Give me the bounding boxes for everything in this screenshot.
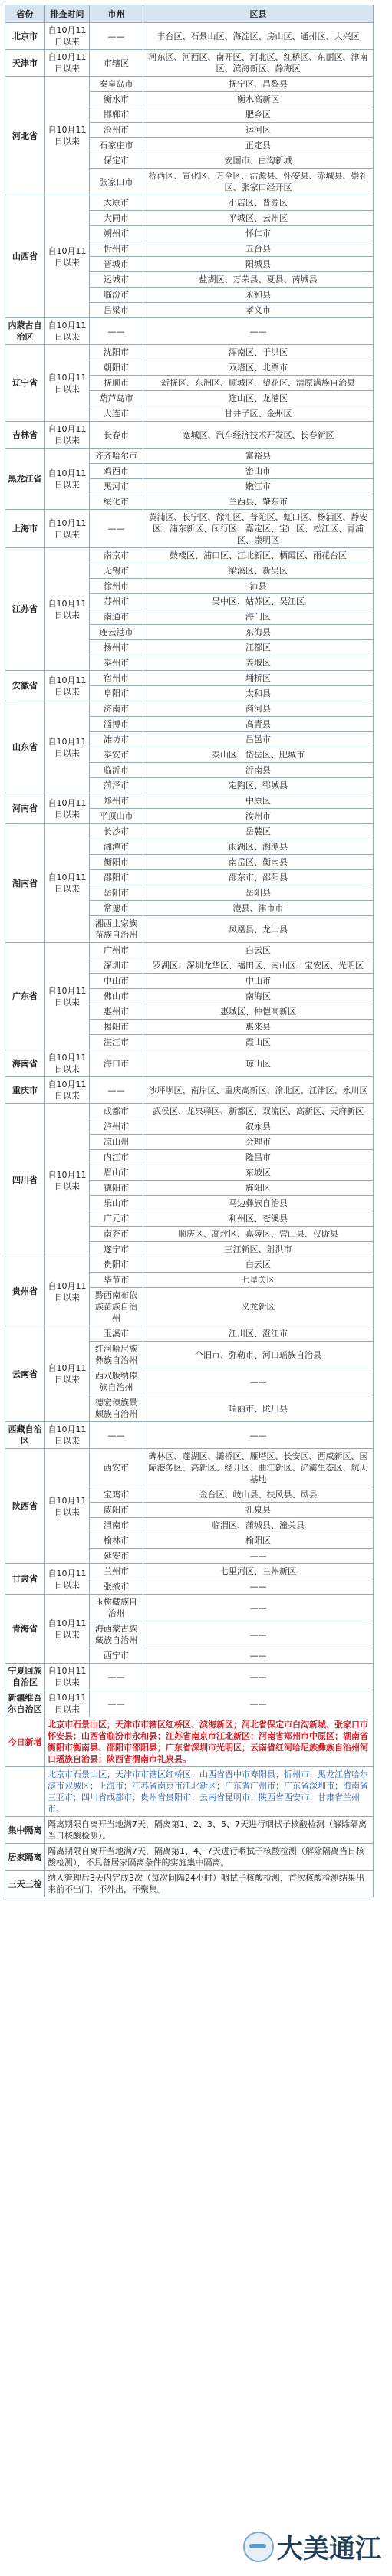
district-cell: 昌邑市 [143, 732, 374, 748]
table-row [5, 1257, 374, 1273]
province-cell: 宁夏回族自治区 [5, 1664, 45, 1691]
district-cell: 正定县 [143, 138, 374, 153]
city-cell: 菏泽市 [90, 778, 143, 794]
city-cell: 徐州市 [90, 579, 143, 594]
district-cell: 义龙新区 [143, 1288, 374, 1326]
city-cell: 市辖区 [90, 50, 143, 77]
district-cell: 平城区、云州区 [143, 211, 374, 226]
district-cell: —— [143, 1579, 374, 1595]
city-cell: 惠州市 [90, 1004, 143, 1020]
watermark-text: 大美通江 [277, 2534, 381, 2564]
province-cell: 贵州省 [5, 1257, 45, 1326]
city-cell: 西双版纳傣族自治州 [90, 1368, 143, 1395]
district-cell: 五台县 [143, 242, 374, 257]
city-cell: 苏州市 [90, 594, 143, 610]
district-cell: 河东区、河西区、南开区、河北区、红桥区、东丽区、津南区、滨海新区、静海区 [143, 50, 374, 77]
city-cell: 海西蒙古族藏族自治州 [90, 1622, 143, 1648]
city-cell: 临沂市 [90, 763, 143, 778]
table-row [5, 510, 374, 548]
city-cell: 常德市 [90, 901, 143, 916]
district-cell: 运河区 [143, 123, 374, 138]
district-cell: 浑南区、于洪区 [143, 345, 374, 360]
district-cell: —— [143, 1648, 374, 1664]
city-cell: 衡水市 [90, 92, 143, 107]
table-row [5, 1422, 374, 1449]
note-row [5, 1871, 374, 1898]
city-cell: 无锡市 [90, 564, 143, 579]
city-cell: 抚顺市 [90, 376, 143, 391]
time-cell: 自10月11日以来 [45, 1326, 90, 1422]
district-cell: 邵东市、邵阳县 [143, 870, 374, 886]
city-cell: 连云港市 [90, 625, 143, 640]
city-cell: 张掖市 [90, 1579, 143, 1595]
time-cell: 自10月11日以来 [45, 1595, 90, 1664]
city-cell: 沧州市 [90, 123, 143, 138]
note-text: 北京市石景山区；天津市市辖区红桥区、滨海新区；河北省保定市白沟新城、张家口市怀安县；山西省临汾市永和县；江苏省南京市江北新区；河南省郑州市中原区；湖南省衡阳市衡南县、邵阳市邵阳县；广东省深圳市光明区；云南省红河哈尼族彝族自治州河口瑶族自治县；陕西省渭南市礼泉县。 [45, 1717, 374, 1767]
city-cell: 泰安市 [90, 748, 143, 763]
district-cell: —— [143, 1691, 374, 1717]
city-cell: 海口市 [90, 1050, 143, 1077]
district-cell: 海门区 [143, 610, 374, 625]
note-text: 隔离期限自离开当地满7天，隔离第1、4、7天进行咽拭子核酸检测（解除隔离当日核酸检测），不具备居家隔离条件的实施集中隔离。 [45, 1844, 374, 1871]
province-cell: 内蒙古自治区 [5, 318, 45, 345]
district-cell: 江都区 [143, 640, 374, 656]
city-cell: 邯郸市 [90, 107, 143, 123]
city-cell: 咸阳市 [90, 1503, 143, 1518]
city-cell: 中山市 [90, 974, 143, 989]
district-cell: 顺庆区、高坪区、嘉陵区、营山县、仪陇县 [143, 1227, 374, 1242]
province-cell: 江苏省 [5, 548, 45, 671]
time-cell: 自10月11日以来 [45, 1077, 90, 1104]
city-cell: 朝阳市 [90, 360, 143, 376]
province-cell: 北京市 [5, 23, 45, 50]
district-cell: 白云区 [143, 1257, 374, 1273]
city-cell: 宝鸡市 [90, 1487, 143, 1503]
district-cell: 怀仁市 [143, 226, 374, 242]
city-cell: 玉溪市 [90, 1326, 143, 1342]
district-cell: 雨湖区、湘潭县 [143, 840, 374, 855]
city-cell: 济南市 [90, 702, 143, 717]
city-cell: 南京市 [90, 548, 143, 564]
city-cell: 潍坊市 [90, 732, 143, 748]
time-cell: 自10月11日以来 [45, 1257, 90, 1326]
table-row [5, 1664, 374, 1691]
time-cell: 自10月11日以来 [45, 824, 90, 943]
city-cell: 凉山州 [90, 1135, 143, 1150]
risk-area-table [5, 5, 374, 1898]
time-cell: 自10月11日以来 [45, 702, 90, 794]
city-cell: 保定市 [90, 153, 143, 169]
province-cell: 天津市 [5, 50, 45, 77]
time-cell: 自10月11日以来 [45, 318, 90, 345]
city-cell: 黔西南布依族苗族自治州 [90, 1288, 143, 1326]
time-cell: 自10月11日以来 [45, 1050, 90, 1077]
city-cell: —— [90, 1422, 143, 1449]
table-row [5, 1449, 374, 1487]
city-cell: 乐山市 [90, 1196, 143, 1211]
table-row [5, 318, 374, 345]
district-cell: —— [143, 1368, 374, 1395]
district-cell: 黄浦区、长宁区、徐汇区、普陀区、虹口区、杨浦区、静安区、浦东新区、闵行区、嘉定区、宝山区、松江区、青浦区、崇明区 [143, 510, 374, 548]
district-cell: 沙坪坝区、南岸区、重庆高新区、渝北区、江津区、永川区 [143, 1077, 374, 1104]
district-cell: 阳城县 [143, 257, 374, 272]
city-cell: 湘西土家族苗族自治州 [90, 916, 143, 943]
city-cell: 石家庄市 [90, 138, 143, 153]
city-cell: 沈阳市 [90, 345, 143, 360]
time-cell: 自10月11日以来 [45, 548, 90, 671]
table-row [5, 449, 374, 464]
table-row [5, 794, 374, 809]
district-cell: 个旧市、弥勒市、河口瑶族自治县 [143, 1342, 374, 1368]
time-cell: 自10月11日以来 [45, 1422, 90, 1449]
district-cell: 商河县 [143, 702, 374, 717]
time-cell: 自10月11日以来 [45, 671, 90, 702]
province-cell: 甘肃省 [5, 1564, 45, 1595]
city-cell: 延安市 [90, 1549, 143, 1564]
time-cell: 自10月11日以来 [45, 196, 90, 318]
city-cell: 毕节市 [90, 1273, 143, 1288]
district-cell: 新抚区、东洲区、顺城区、望花区、清原满族自治县 [143, 376, 374, 391]
district-cell: 马边彝族自治县 [143, 1196, 374, 1211]
province-cell: 广东省 [5, 943, 45, 1050]
district-cell: 旌阳区 [143, 1181, 374, 1196]
district-cell: 中原区 [143, 794, 374, 809]
district-cell: 兰西县、肇东市 [143, 495, 374, 510]
district-cell: 南岳区、衡南县 [143, 855, 374, 870]
district-cell: —— [143, 1549, 374, 1564]
district-cell: 甘井子区、金州区 [143, 406, 374, 422]
table-row [5, 943, 374, 958]
district-cell: 礼泉县 [143, 1503, 374, 1518]
city-cell: 长春市 [90, 422, 143, 449]
district-cell: 高青县 [143, 717, 374, 732]
time-cell: 自10月11日以来 [45, 77, 90, 196]
province-cell: 河南省 [5, 794, 45, 824]
district-cell: —— [143, 318, 374, 345]
city-cell: 遂宁市 [90, 1242, 143, 1257]
header-city: 市州 [90, 5, 143, 23]
time-cell: 自10月11日以来 [45, 1664, 90, 1691]
district-cell: 会理市 [143, 1135, 374, 1150]
city-cell: —— [90, 1664, 143, 1691]
note-row [5, 1844, 374, 1871]
district-cell: —— [143, 1422, 374, 1449]
city-cell: 西宁市 [90, 1648, 143, 1664]
province-cell: 黑龙江省 [5, 449, 45, 510]
district-cell: 埇桥区 [143, 671, 374, 686]
district-cell: —— [143, 1664, 374, 1691]
city-cell: —— [90, 318, 143, 345]
province-cell: 新疆维吾尔自治区 [5, 1691, 45, 1717]
city-cell: 佛山市 [90, 989, 143, 1004]
city-cell: 长沙市 [90, 824, 143, 840]
district-cell: 临渭区、蒲城县、潼关县 [143, 1518, 374, 1533]
city-cell: 兰州市 [90, 1564, 143, 1579]
district-cell: 七里河区、兰州新区 [143, 1564, 374, 1579]
province-cell: 湖南省 [5, 824, 45, 943]
district-cell: 叙永县 [143, 1119, 374, 1135]
district-cell: 七星关区 [143, 1273, 374, 1288]
city-cell: 葫芦岛市 [90, 391, 143, 406]
city-cell: 德阳市 [90, 1181, 143, 1196]
city-cell: 邵阳市 [90, 870, 143, 886]
district-cell: 抚宁区、昌黎县 [143, 77, 374, 92]
city-cell: 衡阳市 [90, 855, 143, 870]
table-row [5, 1691, 374, 1717]
header-time: 排查时间 [45, 5, 90, 23]
city-cell: 泸州市 [90, 1119, 143, 1135]
district-cell: 东坡区 [143, 1165, 374, 1181]
city-cell: 淄博市 [90, 717, 143, 732]
time-cell: 自10月11日以来 [45, 1104, 90, 1257]
time-cell: 自10月11日以来 [45, 510, 90, 548]
district-cell: 罗湖区、深圳龙华区、福田区、南山区、宝安区、光明区 [143, 958, 374, 974]
note-label: 居家隔离 [5, 1844, 45, 1871]
district-cell: 泰山区、岱岳区、肥城市 [143, 748, 374, 763]
table-row [5, 824, 374, 840]
district-cell: 吴中区、姑苏区、吴江区 [143, 594, 374, 610]
time-cell: 自10月11日以来 [45, 422, 90, 449]
time-cell: 自10月11日以来 [45, 943, 90, 1050]
city-cell: 南充市 [90, 1227, 143, 1242]
district-cell: 霞山区 [143, 1035, 374, 1050]
note-row [5, 1767, 374, 1817]
district-cell: 东海县 [143, 625, 374, 640]
district-cell: 宽城区、汽车经济技术开发区、长春新区 [143, 422, 374, 449]
note-row [5, 1717, 374, 1767]
table-row [5, 422, 374, 449]
district-cell: 惠城区、仲恺高新区 [143, 1004, 374, 1020]
city-cell: 湛江市 [90, 1035, 143, 1050]
district-cell: 金台区、岐山县、扶风县、凤县 [143, 1487, 374, 1503]
district-cell: 富裕县 [143, 449, 374, 464]
district-cell: 澧县、津市市 [143, 901, 374, 916]
district-cell: 利州区、苍溪县 [143, 1211, 374, 1227]
city-cell: 大连市 [90, 406, 143, 422]
city-cell: 绥化市 [90, 495, 143, 510]
note-label: 三天三检 [5, 1871, 45, 1898]
district-cell: 丰台区、石景山区、海淀区、房山区、通州区、大兴区 [143, 23, 374, 50]
document [5, 5, 373, 1898]
city-cell: 吕梁市 [90, 303, 143, 318]
city-cell: 运城市 [90, 272, 143, 288]
district-cell: 肥乡区 [143, 107, 374, 123]
province-cell: 河北省 [5, 77, 45, 196]
table-row [5, 1564, 374, 1579]
time-cell: 自10月11日以来 [45, 50, 90, 77]
district-cell: 桥西区、宣化区、万全区、沽源县、怀安县、赤城县、崇礼区、张家口经开区 [143, 169, 374, 196]
district-cell: 白云区 [143, 943, 374, 958]
city-cell: 泰州市 [90, 656, 143, 671]
province-cell: 辽宁省 [5, 345, 45, 422]
district-cell: 凤凰县、龙山县 [143, 916, 374, 943]
province-cell: 四川省 [5, 1104, 45, 1257]
note-text: 北京市石景山区；天津市市辖区红桥区；山西省晋中市寿阳县；忻州市；黑龙江省哈尔滨市双城区；上海市；江苏省南京市江北新区；广东省广州市；广东省深圳市；海南省三亚市；四川省成都市；贵州省贵阳市；云南省昆明市；陕西省西安市；甘肃省兰州市。 [45, 1767, 374, 1817]
city-cell: 湘潭市 [90, 840, 143, 855]
table-row [5, 77, 374, 92]
district-cell: 安国市、白沟新城 [143, 153, 374, 169]
header-province: 省份 [5, 5, 45, 23]
province-cell: 陕西省 [5, 1449, 45, 1564]
note-text: 纳入管理后3天内完成3次（每次间隔24小时）咽拭子核酸检测，首次核酸检测结果出来前不出门，不外出，不聚集。 [45, 1871, 374, 1898]
table-row [5, 23, 374, 50]
city-cell: 忻州市 [90, 242, 143, 257]
district-cell: 鼓楼区、浦口区、江北新区、栖霞区、雨花台区 [143, 548, 374, 564]
district-cell: 岳阳县 [143, 886, 374, 901]
city-cell: —— [90, 510, 143, 548]
city-cell: 平顶山市 [90, 809, 143, 824]
city-cell: 黑河市 [90, 479, 143, 495]
note-row [5, 1817, 374, 1844]
city-cell: 齐齐哈尔市 [90, 449, 143, 464]
district-cell: 太和县 [143, 686, 374, 702]
table-row [5, 345, 374, 360]
city-cell: 玉树藏族自治州 [90, 1595, 143, 1622]
time-cell: 自10月11日以来 [45, 449, 90, 510]
province-cell: 山东省 [5, 702, 45, 794]
district-cell: 永和县 [143, 288, 374, 303]
note-label: 今日新增 [5, 1717, 45, 1767]
city-cell: 内江市 [90, 1150, 143, 1165]
table-row [5, 50, 374, 77]
table-row [5, 1050, 374, 1077]
table-row [5, 548, 374, 564]
city-cell: 德宏傣族景颇族自治州 [90, 1395, 143, 1422]
city-cell: 眉山市 [90, 1165, 143, 1181]
time-cell: 自10月11日以来 [45, 1564, 90, 1595]
district-cell: 岳麓区 [143, 824, 374, 840]
table-row [5, 1077, 374, 1104]
city-cell: 扬州市 [90, 640, 143, 656]
district-cell: 瑞丽市、陇川县 [143, 1395, 374, 1422]
district-cell: 密山市 [143, 464, 374, 479]
city-cell: 宿州市 [90, 671, 143, 686]
province-cell: 山西省 [5, 196, 45, 318]
district-cell: 嫩江市 [143, 479, 374, 495]
district-cell: 南海区 [143, 989, 374, 1004]
district-cell: 小店区、晋源区 [143, 196, 374, 211]
district-cell: 江川区、澄江市 [143, 1326, 374, 1342]
table-row [5, 1595, 374, 1622]
city-cell: 太原市 [90, 196, 143, 211]
city-cell: 贵阳市 [90, 1257, 143, 1273]
province-cell: 安徽省 [5, 671, 45, 702]
city-cell: 朔州市 [90, 226, 143, 242]
city-cell: 广元市 [90, 1211, 143, 1227]
table-header [5, 5, 374, 23]
time-cell: 自10月11日以来 [45, 794, 90, 824]
district-cell: 碑林区、莲湖区、灞桥区、雁塔区、长安区、西咸新区、国际港务区、高新区、经开区、曲江新区、浐灞生态区、航天基地 [143, 1449, 374, 1487]
table-row [5, 702, 374, 717]
note-label: 集中隔离 [5, 1817, 45, 1844]
district-cell: 沂南县 [143, 763, 374, 778]
province-cell: 重庆市 [5, 1077, 45, 1104]
city-cell: —— [90, 1691, 143, 1717]
city-cell: 红河哈尼族彝族自治州 [90, 1342, 143, 1368]
table-row [5, 671, 374, 686]
district-cell: 孝义市 [143, 303, 374, 318]
watermark [243, 2528, 381, 2565]
district-cell: 梁溪区、新吴区 [143, 564, 374, 579]
district-cell: 定陶区、郓城县 [143, 778, 374, 794]
district-cell: —— [143, 1595, 374, 1622]
district-cell: 琼山区 [143, 1050, 374, 1077]
city-cell: 南通市 [90, 610, 143, 625]
city-cell: 阜阳市 [90, 686, 143, 702]
city-cell: 广州市 [90, 943, 143, 958]
district-cell: 武侯区、龙泉驿区、新都区、双流区、高新区、天府新区 [143, 1104, 374, 1119]
note-label [5, 1767, 45, 1817]
header-district: 区县 [143, 5, 374, 23]
city-cell: —— [90, 23, 143, 50]
city-cell: 晋城市 [90, 257, 143, 272]
district-cell: 衡水高新区 [143, 92, 374, 107]
city-cell: 渭南市 [90, 1518, 143, 1533]
province-cell: 云南省 [5, 1326, 45, 1422]
time-cell: 自10月11日以来 [45, 23, 90, 50]
district-cell: 中山市 [143, 974, 374, 989]
province-cell: 上海市 [5, 510, 45, 548]
province-cell: 西藏自治区 [5, 1422, 45, 1449]
district-cell: 三江新区、射洪市 [143, 1242, 374, 1257]
table-row [5, 196, 374, 211]
province-cell: 海南省 [5, 1050, 45, 1077]
district-cell: 连山区、龙港区 [143, 391, 374, 406]
district-cell: 汝州市 [143, 809, 374, 824]
city-cell: 岳阳市 [90, 886, 143, 901]
city-cell: 张家口市 [90, 169, 143, 196]
city-cell: 成都市 [90, 1104, 143, 1119]
time-cell: 自10月11日以来 [45, 1449, 90, 1564]
city-cell: 深圳市 [90, 958, 143, 974]
province-cell: 吉林省 [5, 422, 45, 449]
time-cell: 自10月11日以来 [45, 1691, 90, 1717]
city-cell: —— [90, 1077, 143, 1104]
district-cell: 榆阳区 [143, 1533, 374, 1549]
time-cell: 自10月11日以来 [45, 345, 90, 422]
district-cell: 姜堰区 [143, 656, 374, 671]
table-row [5, 1104, 374, 1119]
city-cell: 揭阳市 [90, 1020, 143, 1035]
watermark-logo-icon [243, 2532, 274, 2562]
city-cell: 大同市 [90, 211, 143, 226]
district-cell: 双塔区、北票市 [143, 360, 374, 376]
province-cell: 青海省 [5, 1595, 45, 1664]
city-cell: 西安市 [90, 1449, 143, 1487]
district-cell: 隆昌市 [143, 1150, 374, 1165]
note-text: 隔离期限自离开当地满7天，隔离第1、2、3、5、7天进行咽拭子核酸检测（解除隔离当日核酸检测）。 [45, 1817, 374, 1844]
district-cell: 沛县 [143, 579, 374, 594]
city-cell: 临汾市 [90, 288, 143, 303]
district-cell: —— [143, 1622, 374, 1648]
city-cell: 鸡西市 [90, 464, 143, 479]
city-cell: 郑州市 [90, 794, 143, 809]
city-cell: 秦皇岛市 [90, 77, 143, 92]
district-cell: 惠来县 [143, 1020, 374, 1035]
district-cell: 盐湖区、万荣县、夏县、芮城县 [143, 272, 374, 288]
table-row [5, 1326, 374, 1342]
city-cell: 榆林市 [90, 1533, 143, 1549]
